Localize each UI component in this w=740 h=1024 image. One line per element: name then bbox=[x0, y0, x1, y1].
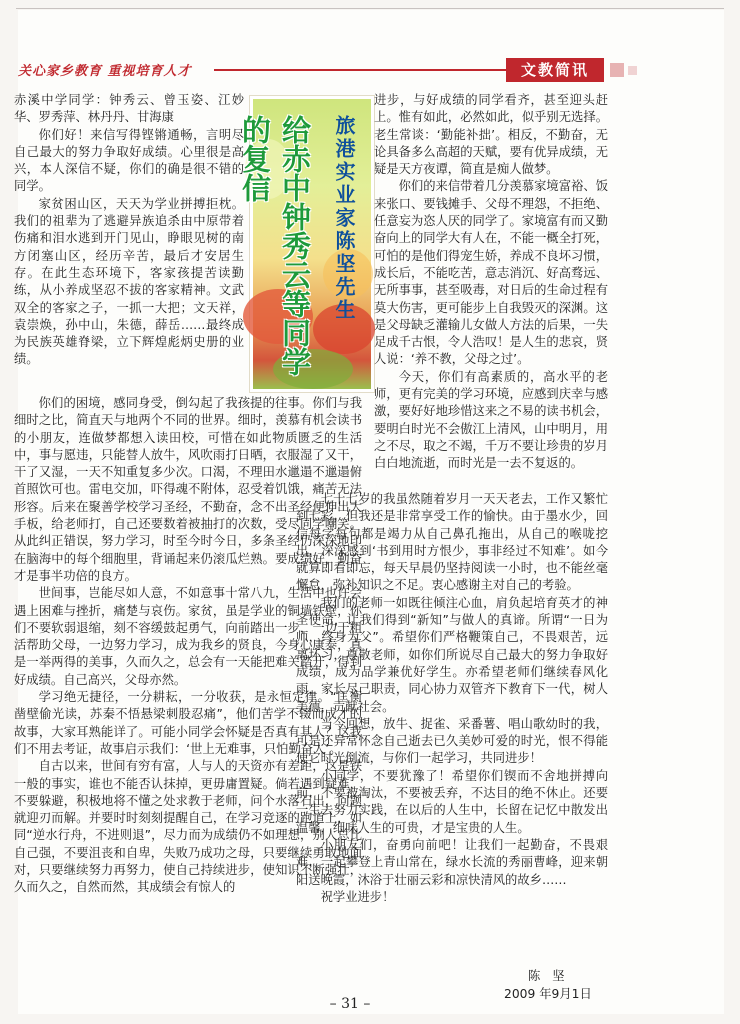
header-ornament bbox=[610, 63, 624, 77]
page-number: – 31 – bbox=[329, 996, 371, 1012]
paragraph: 小朋友们，奋勇向前吧！让我们一起勤奋，不畏艰难，一起攀登上青山常在，绿水长流的秀丽曹峰，迎来朝阳送晚霞，沐浴于壮丽云彩和凉快清风的故乡…… bbox=[296, 837, 608, 887]
article-subtitle: 旅港实业家陈坚先生 bbox=[332, 115, 356, 322]
header-slogan: 关心家乡教育 重视培育人才 bbox=[18, 64, 192, 79]
salutation: 赤溪中学同学：钟秀云、曾玉姿、江妙华、罗秀萍、林丹丹、甘海康 bbox=[14, 93, 244, 125]
signature-date: 2009 年9月1日 bbox=[504, 987, 592, 1001]
paragraph: 我们的老师一如既往倾注心血，肩负起培育英才的神圣使命，让我们得到“新知”与做人的真谛。所谓“一日为师，终身为父”。希望你们严格鞭策自己，不畏艰苦，远离坏习，尊敬老师，如你们所说尽自己最大的努力争取好成绩，成为品学兼优好学生。亦希望老师们继续春风化雨，家长尽己职责，同心协力双管齐下教育下一代，树人美德，贡献社会。 bbox=[296, 595, 608, 714]
paragraph: 进步，与好成绩的同学看齐，甚至迎头赶上。惟有如此，必然如此，似乎别无选择。老生常谈：‘勤能补拙’。相反，不勤奋，无论具备多么高超的天赋，要有优异成绩，无疑是天方夜谭，简直是痴人做梦。 bbox=[374, 93, 608, 177]
column-right-top bbox=[374, 92, 608, 473]
paragraph: 你们的来信带着几分羡慕家境富裕、饭来张口、要钱摊手、父母不理怨，不拒绝、任意妄为恣人厌的同学了。家境富有而又勤奋向上的同学大有人在，不能一概全打死，可怕的是他们得宠生娇，养成不良坏习惯，成长后，不能吃苦，意志消沉、好高骛远、无所事事，甚至吸毒，对日后的生命过程有莫大伤害，更可能步上自我毁灭的深渊。这是父母缺乏灌输儿女做人方法的后果，一失足成千古恨，令人浩叹！是人生的悲哀，贤人说：‘养不教，父母之过’。 bbox=[374, 179, 608, 367]
top-rule bbox=[16, 8, 724, 9]
paragraph: 你们的困境，感同身受，倒勾起了我孩提的往事。你们与我细时之比，简直天与地两个不同的世界。细时，羡慕有机会读书的小朋友，连做梦都想入读田校，可惜在如此物质匮乏的生活中，事与愿违，只能替人放牛，风吹雨打日晒，衣服湿了又干，干了又湿，一天不知重复多少次。口渴，不理田水邋遢不邋遢俯首照饮可也。雷电交加，吓得魂不附体，忍受着饥饿，痛苦无法形容。后来在聚善学校学习圣经，不勤奋，念不出圣经便伸出大手板，给老师打，自己还要数着被抽打的次数，受尽同学嘲笑。从此纠正错误，努力学习，时至今时今日，多条圣经仍深深地印在脑海中的每个细胞里，背诵起来仍滚瓜烂熟。要成绩好，勤奋才是事半功倍的良方。 bbox=[14, 396, 362, 583]
header-ornament-small bbox=[628, 66, 637, 75]
closing-wish: 祝学业进步！ bbox=[320, 889, 395, 904]
signature-name: 陈 坚 bbox=[528, 969, 569, 983]
column-right-bottom bbox=[296, 491, 608, 906]
header-rule bbox=[214, 69, 506, 71]
paragraph: 学习绝无捷径，一分耕耘，一分收获，是永恒定律。“匡衡凿壁偷光读，苏秦不悟悬梁刺股忍痛”，他们苦学不辍而成才的故事，大家耳熟能详了。可能小同学会怀疑是否真有其人？这我们不用去考证，故事启示我们：‘世上无难事，只怕勤奋人’。 bbox=[14, 690, 362, 756]
paragraph: 世间事，岂能尽如人意，不如意事十常八九，生活中也许会遇上困难与挫折，痛楚与哀伤。家贫，虽是学业的铜墙铁壁，你们不要软弱退缩，刻不容缓鼓起勇气，向前踏出一步，一边干粗活帮助父母，一边努力学习，成为我乡的贤良，今身心康泰，真是一举两得的美事，久而久之，总会有一天能把难关踏开，得到好成绩。自己高兴，父母亦然。 bbox=[14, 586, 362, 687]
paragraph: 今天，你们有高素质的，高水平的老师，更有完美的学习环境，应感到庆幸与感激，要好好地珍惜这来之不易的读书机会，要明白时光不会傲江上清风，山中明月，用之不尽，取之不竭，千万不要让珍贵的岁月白白地流逝，而时光是一去不复返的。 bbox=[374, 369, 608, 471]
article-title: 给赤中钟秀云等同学的复信 bbox=[238, 115, 312, 376]
paragraph: 小同学，不要犹豫了！希望你们锲而不舍地拼搏向前，不要被淘汰，不要被丢弃，不达目的绝不休止。还要一生去努力实践，在以后的人生中，长留在记忆中散发出温馨，细味人生的可贵，才是宝贵的人生。 bbox=[296, 768, 608, 835]
paragraph: 自古以来，世间有穷有富，人与人的天资亦有差距，这是铁一般的事实，谁也不能否认抹掉，更毋庸置疑。倘若遇到疑难，不要躲避，积极地将不懂之处求教于老师，问个水落石出，问题就迎刃而解。并要时时刻刻提醒自己，在学习竞逐的跑道上，如同“逆水行舟，不进则退”，尽力而为成绩仍不如理想，别人总比自己强，不要沮丧和自卑，失败乃成功之母，只要继续勇敢地面对，只要继续努力再努力，使自己持续进步，使知识不断强壮，久而久之，自然而然，其成绩会有惊人的 bbox=[14, 759, 362, 895]
column-left-top bbox=[14, 92, 244, 369]
section-tag: 文教简讯 bbox=[506, 58, 604, 82]
paragraph: 当今回想，放牛、捉雀、采番薯、唱山歌幼时的我，可是还异常怀念自己逝去已久美妙可爱的时光，恨不得能使它时光倒流，与你们一起学习，共同进步！ bbox=[296, 716, 608, 766]
paragraph: 你们好！来信写得铿锵通畅，言明尽自己最大的努力争取好成绩。心里很是高兴，本人深信不疑，你们的确是很不错的同学。 bbox=[14, 127, 244, 194]
title-panel bbox=[238, 96, 374, 392]
paragraph: 七十七岁的我虽然随着岁月一天天老去，工作又繁忙到七彩，但我还是非常享受工作的愉快。由于墨水少，回信每字每句都是竭力从自己鼻孔拖出，从自己的喉咙挖出，深深感到‘书到用时方恨少，事非经过不知难’。如今就算即看即忘，每天早晨仍坚持阅读一小时，也不能丝毫懈怠，弥补知识之不足。衷心感谢主对自己的考验。 bbox=[296, 492, 608, 593]
paragraph: 家贫困山区，天天为学业拼搏拒枕。我们的祖辈为了逃避异族追杀由中原带着伤痛和泪水逃到开门见山，睁眼见树的南方闭塞山区，经历辛苦，最后才安居生存。在此生态环境下，客家孩提苦读勤练，从小养成坚忍不拔的客家精神。文武双全的客家之子，一抓一大把；文天祥，袁崇焕，孙中山，朱德，薛岳……最终成为民族英雄脊梁，立下辉煌彪炳史册的业绩。 bbox=[14, 196, 244, 367]
